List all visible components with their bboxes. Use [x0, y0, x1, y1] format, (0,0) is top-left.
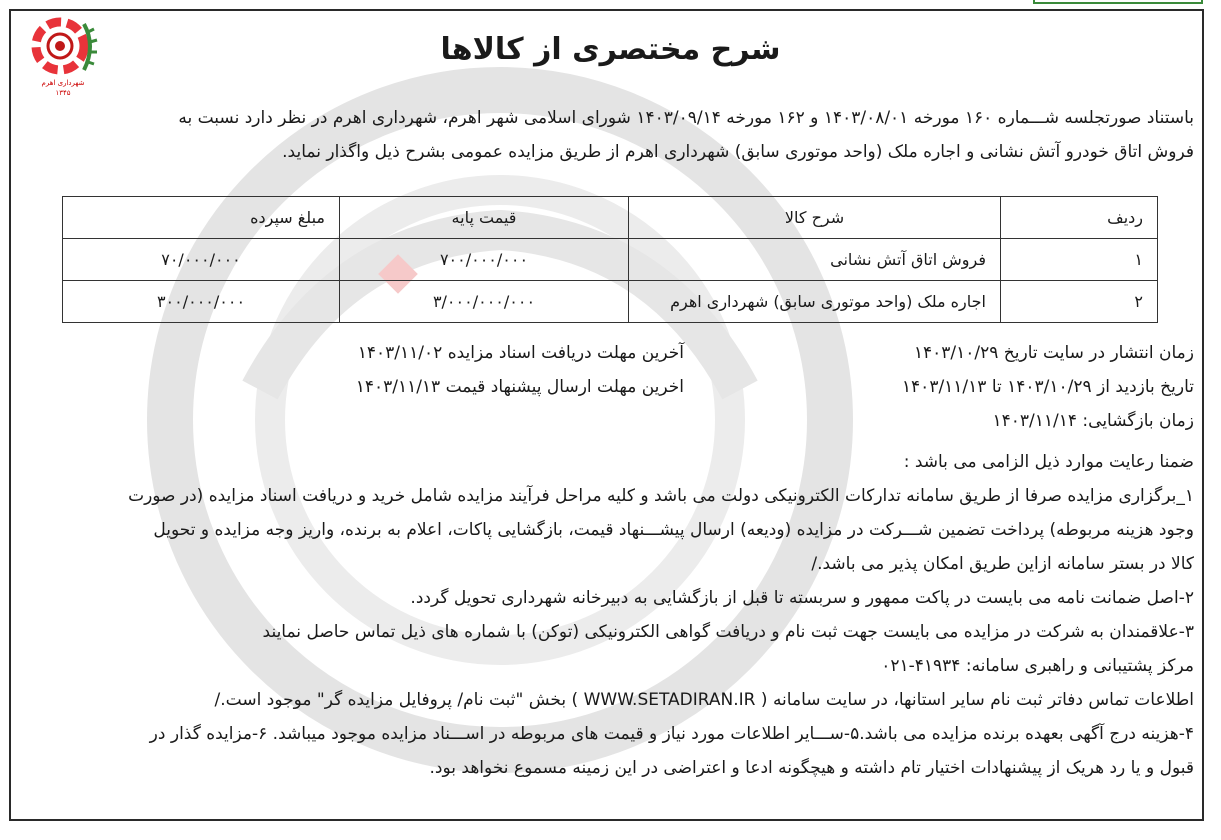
row-description: فروش اتاق آتش نشانی [629, 239, 1001, 281]
condition-line-5: ۳-علاقمندان به شرکت در مزایده می بایست جهت ثبت نام و دریافت گواهی الکترونیکی (توکن) با شماره های ذیل تماس حاصل نمایند [262, 622, 1194, 642]
row-description: اجاره ملک (واحد موتوری سابق) شهرداری اهرم [629, 281, 1001, 323]
row-number: ۲ [1001, 281, 1158, 323]
condition-line-8: ۴-هزینه درج آگهی بعهده برنده مزایده می باشد.۵-ســـایر اطلاعات مورد نیاز و قیمت های مربوطه در اســـناد مزایده موجود میباشد. ۶-مزایده گذار در [149, 724, 1194, 744]
bid-deadline: اخرین مهلت ارسال پیشنهاد قیمت ۱۴۰۳/۱۱/۱۳ [355, 377, 684, 397]
visit-date: تاریخ بازدید از ۱۴۰۳/۱۰/۲۹ تا ۱۴۰۳/۱۱/۱۳ [901, 377, 1194, 397]
row-base-price: ۳/۰۰۰/۰۰۰/۰۰۰ [340, 281, 629, 323]
table-row [63, 281, 1158, 323]
intro-line-2: فروش اتاق خودرو آتش نشانی و اجاره ملک (واحد موتوری سابق) شهرداری اهرم از طریق مزایده عمومی بشرح ذیل واگذار نماید. [282, 142, 1194, 162]
condition-line-9: قبول و یا رد هریک از پیشنهادات اختیار تام داشته و هیچگونه ادعا و اعتراضی در این زمینه مسموع نخواهد بود. [429, 758, 1194, 778]
table-header-row [63, 197, 1158, 239]
logo-caption: شهرداری اهرم ۱۳۴۵ [41, 79, 85, 97]
condition-line-2: وجود هزینه مربوطه) پرداخت تضمین شـــرکت در مزایده (ودیعه) ارسال پیشـــنهاد قیمت، بازگشایی پاکات، اعلام به برنده، واریز وجه مزایده و تحویل [153, 520, 1194, 540]
top-right-tab [1033, 0, 1203, 4]
opening-date: زمان بازگشایی: ۱۴۰۳/۱۱/۱۴ [992, 411, 1194, 431]
publish-date: زمان انتشار در سایت تاریخ ۱۴۰۳/۱۰/۲۹ [913, 343, 1194, 363]
page-title: شرح مختصری از کالاها [440, 32, 781, 67]
table-row [63, 239, 1158, 281]
conditions-intro: ضمنا رعایت موارد ذیل الزامی می باشد : [903, 452, 1194, 472]
support-center: مرکز پشتیبانی و راهبری سامانه: ۴۱۹۳۴-۰۲۱ [881, 656, 1194, 676]
condition-line-3: کالا در بستر سامانه ازاین طریق امکان پذیر می باشد./ [811, 554, 1194, 574]
header-description: شرح کالا [629, 197, 1001, 239]
header-deposit: مبلغ سپرده [63, 197, 340, 239]
row-deposit: ۷۰/۰۰۰/۰۰۰ [63, 239, 340, 281]
doc-deadline: آخرین مهلت دریافت اسناد مزایده ۱۴۰۳/۱۱/۰۲ [357, 343, 684, 363]
header-row-number: ردیف [1001, 197, 1158, 239]
header-base-price: قیمت پایه [340, 197, 629, 239]
goods-table [62, 196, 1158, 323]
row-number: ۱ [1001, 239, 1158, 281]
condition-line-1: ۱_برگزاری مزایده صرفا از طریق سامانه تدارکات الکترونیکی دولت می باشد و کلیه مراحل فرآیند مزایده شامل خرید و دریافت اسناد مزایده (در صورت [128, 486, 1194, 506]
intro-line-1: باستناد صورتجلسه شـــماره ۱۶۰ مورخه ۱۴۰۳/۰۸/۰۱ و ۱۶۲ مورخه ۱۴۰۳/۰۹/۱۴ شورای اسلامی شهر اهرم، شهرداری اهرم در نظر دارد نسبت به [178, 108, 1194, 128]
row-deposit: ۳۰۰/۰۰۰/۰۰۰ [63, 281, 340, 323]
registration-info: اطلاعات تماس دفاتر ثبت نام سایر استانها، در سایت سامانه ( WWW.SETADIRAN.IR ) بخش "ثبت نام/ پروفایل مزایده گر" موجود است./ [214, 690, 1194, 710]
condition-line-4: ۲-اصل ضمانت نامه می بایست در پاکت ممهور و سربسته تا قبل از بازگشایی به دبیرخانه شهرداری تحویل گردد. [410, 588, 1194, 608]
row-base-price: ۷۰۰/۰۰۰/۰۰۰ [340, 239, 629, 281]
